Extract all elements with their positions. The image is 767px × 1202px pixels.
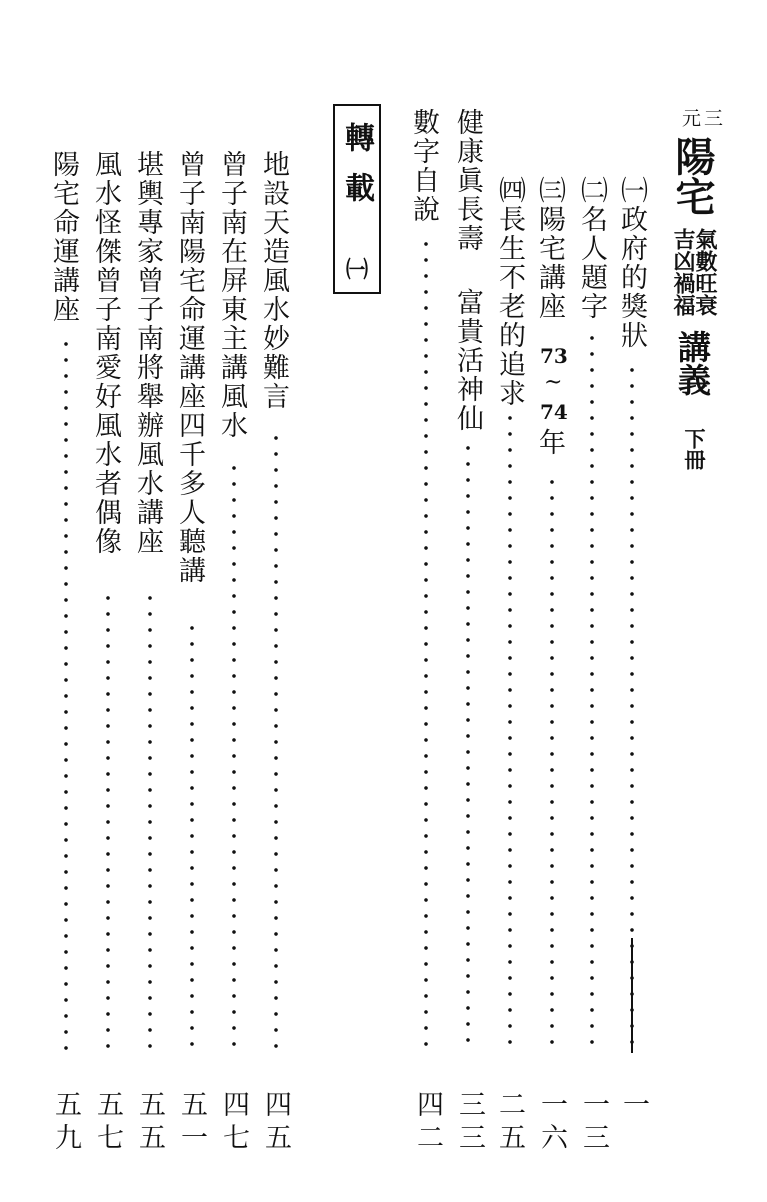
entry-text: 陽宅命運講座	[48, 150, 79, 324]
year-suffix: 年	[534, 428, 565, 457]
entry-text: 風水怪傑曾子南愛好風水者偶像	[90, 150, 121, 556]
page-number: 一三	[578, 1090, 609, 1156]
title-volume: 下冊	[682, 428, 707, 470]
page-number: 四七	[218, 1090, 249, 1156]
year-range-start: 73	[540, 344, 568, 368]
page-number: 二五	[494, 1090, 525, 1156]
section-heading-label: 轉載	[339, 122, 374, 222]
title-sub-top: 氣數旺衰	[692, 228, 718, 316]
page-number: 一	[618, 1090, 649, 1123]
leader-dots	[232, 460, 236, 1050]
leader-dots	[466, 440, 470, 1050]
leader-dots	[106, 590, 110, 1050]
leader-dots	[148, 590, 152, 1050]
entry-marker: ㈣	[494, 176, 525, 205]
page-number: 五七	[92, 1090, 123, 1156]
leader-dots	[274, 430, 278, 1050]
title-sub-bottom: 吉凶禍福	[670, 228, 696, 316]
entry-marker: ㈢	[534, 176, 565, 205]
page-number: 四二	[412, 1090, 443, 1156]
leader-dots	[190, 620, 194, 1050]
entry-text: 政府的獎狀	[616, 205, 647, 350]
entry-text-2: 富貴活神仙	[452, 288, 483, 433]
page-rule	[631, 938, 633, 1053]
leader-dots	[550, 474, 554, 1050]
entry-text: 數字自說	[408, 108, 439, 224]
title-lecture: 講義	[673, 330, 712, 396]
page-number: 五九	[50, 1090, 81, 1156]
page-number: 五五	[134, 1090, 165, 1156]
entry-text: 健康眞長壽	[452, 108, 483, 253]
section-heading-box	[333, 104, 381, 294]
title-prefix-bottom: 元	[679, 108, 701, 127]
leader-dots	[508, 410, 512, 1050]
entry-text: 陽宅講座	[534, 205, 565, 321]
entry-marker: ㈠	[616, 176, 647, 205]
title-prefix-top: 三	[701, 108, 723, 127]
entry-marker: ㈡	[576, 176, 607, 205]
year-range-end: 74	[540, 400, 568, 424]
entry-text: 堪輿專家曾子南將舉辦風水講座	[132, 150, 163, 556]
page-number: 五一	[176, 1090, 207, 1156]
leader-dots	[424, 236, 428, 1050]
year-range-tilde: ~	[544, 370, 563, 395]
title-main: 陽宅	[669, 136, 716, 216]
page-number: 四五	[260, 1090, 291, 1156]
entry-text: 曾子南陽宅命運講座四千多人聽講	[174, 150, 205, 585]
section-heading-number: ㈠	[345, 257, 368, 283]
leader-dots	[64, 336, 68, 1050]
entry-text: 曾子南在屏東主講風水	[216, 150, 247, 440]
entry-text: 名人題字	[576, 205, 607, 321]
entry-text: 長生不老的追求	[494, 205, 525, 408]
entry-text: 地設天造風水妙難言	[258, 150, 289, 411]
page-number: 一六	[536, 1090, 567, 1156]
page-number: 三三	[454, 1090, 485, 1156]
leader-dots	[590, 330, 594, 1050]
